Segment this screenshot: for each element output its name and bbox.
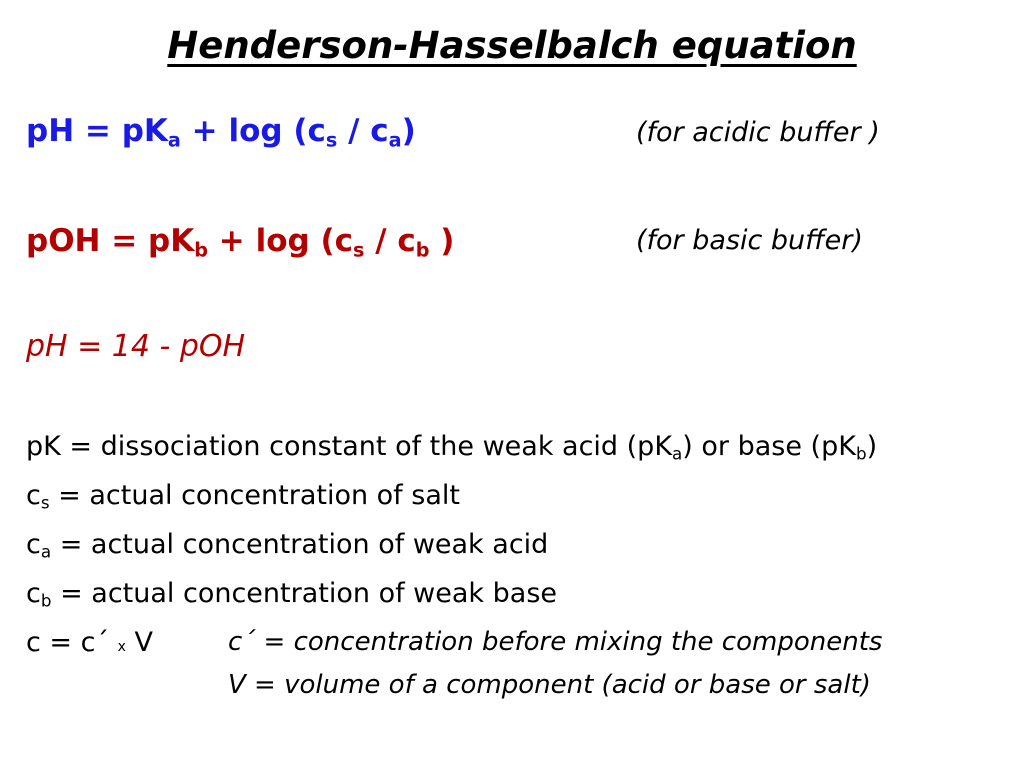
eq1-part3: / c — [337, 113, 389, 149]
cs-c: c — [26, 480, 41, 511]
cb-c: c — [26, 578, 41, 609]
eq2-sub1: b — [194, 238, 209, 262]
ca-sub: a — [40, 541, 52, 562]
pk-text2: ) or base (pK — [682, 431, 856, 462]
definition-cb — [26, 578, 557, 609]
times-sign: x — [117, 639, 126, 655]
eq1-sub2: s — [325, 128, 338, 152]
pk-sub2: b — [855, 443, 867, 464]
acidic-buffer-note: (for acidic buffer ) — [636, 117, 880, 148]
cs-text: = actual concentration of salt — [49, 480, 460, 511]
equation-acidic-buffer — [26, 113, 416, 152]
eq1-sub1: a — [167, 128, 181, 152]
cb-sub: b — [40, 590, 52, 611]
cs-sub: s — [40, 492, 50, 513]
eq1-part1: pH = pK — [26, 113, 168, 149]
volume-note: V = volume of a component (acid or base or salt) — [228, 670, 871, 700]
definition-c-formula — [26, 627, 153, 658]
ca-text: = actual concentration of weak acid — [51, 529, 549, 560]
eq1-part4: ) — [401, 113, 416, 149]
c-prime-note: c´ = concentration before mixing the components — [228, 627, 883, 657]
eq2-part1: pOH = pK — [26, 223, 195, 259]
definition-cs — [26, 480, 460, 511]
basic-buffer-note: (for basic buffer) — [636, 225, 863, 256]
eq1-sub3: a — [388, 128, 402, 152]
pk-text1: pK = dissociation constant of the weak acid (pK — [26, 431, 673, 462]
eq2-part2: + log (c — [208, 223, 354, 259]
eq2-sub3: b — [415, 238, 430, 262]
c-formula-right: V — [125, 627, 153, 658]
page-title — [0, 24, 1024, 67]
ca-c: c — [26, 529, 41, 560]
definition-pk — [26, 431, 877, 462]
eq1-part2: + log (c — [180, 113, 326, 149]
c-formula-left: c = c´ — [26, 627, 118, 658]
eq2-part4: ) — [429, 223, 455, 259]
definition-ca — [26, 529, 548, 560]
title-text: Henderson-Hasselbalch equation — [167, 24, 857, 67]
pk-sub1: a — [672, 443, 683, 464]
eq2-part3: / c — [364, 223, 416, 259]
pk-text3: ) — [866, 431, 878, 462]
cb-text: = actual concentration of weak base — [51, 578, 557, 609]
equation-basic-buffer — [26, 223, 455, 262]
equation-ph-poh: pH = 14 - pOH — [26, 329, 246, 364]
eq2-sub2: s — [353, 238, 365, 262]
